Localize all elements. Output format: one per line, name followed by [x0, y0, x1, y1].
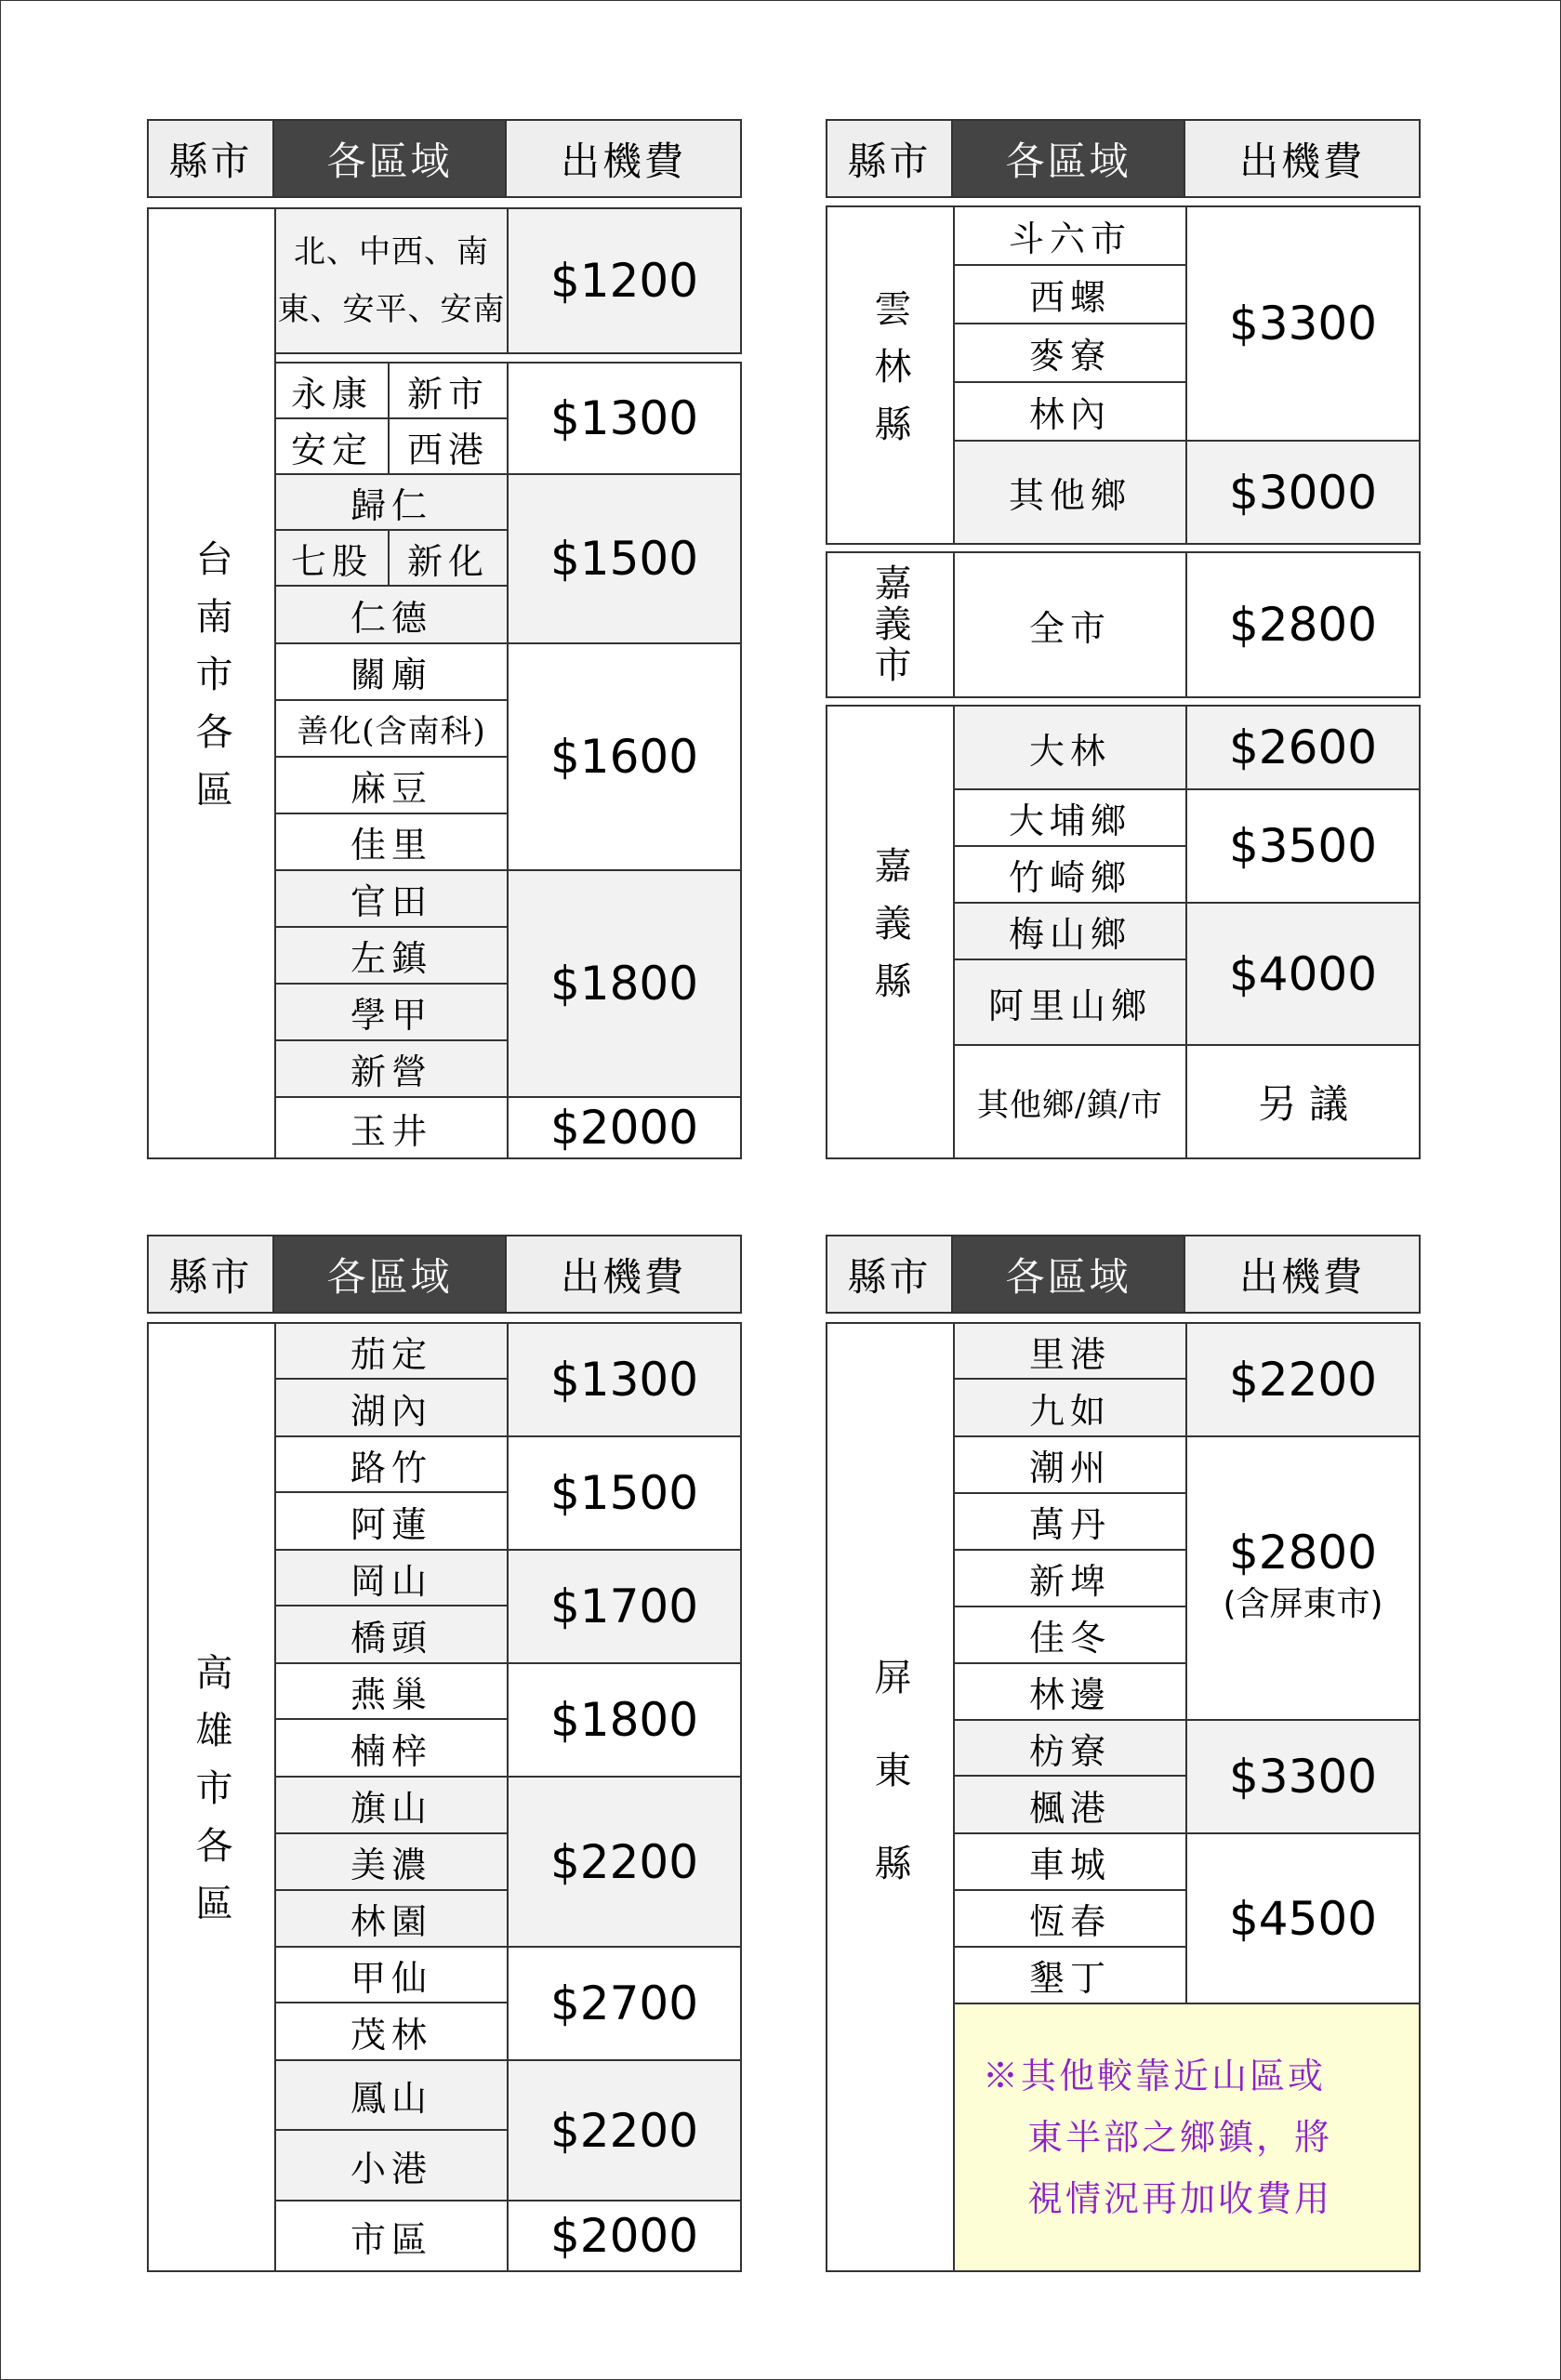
- region-cell: 美濃: [274, 1832, 509, 1891]
- header-yunlin-chiayi: [826, 119, 1421, 198]
- header-region: 各區域: [953, 1236, 1185, 1312]
- price-cell: $1800: [507, 869, 742, 1098]
- price-cell: $3300: [1185, 205, 1421, 442]
- county-cell: 屏東縣: [826, 1322, 955, 2272]
- region-cell: 佳里: [274, 813, 509, 871]
- region-cell: 新營: [274, 1039, 509, 1098]
- header-fee: 出機費: [1185, 1236, 1419, 1312]
- region-cell: 阿蓮: [274, 1491, 509, 1551]
- table-kaohsiung: [147, 1322, 742, 2272]
- table-tainan: [147, 207, 742, 1159]
- region-cell: 關廟: [274, 642, 509, 701]
- table-chiayi-county: [826, 705, 1421, 1159]
- price-cell: $3000: [1185, 440, 1421, 545]
- region-cell: 玉井: [274, 1096, 509, 1159]
- region-cell: 林內: [953, 381, 1187, 442]
- surcharge-note: [953, 2003, 1421, 2272]
- price-cell: $1300: [507, 362, 742, 475]
- price-cell: $2700: [507, 1946, 742, 2061]
- price-note: (含屏東市): [1223, 1584, 1383, 1623]
- region-cell: 林園: [274, 1889, 509, 1948]
- price-cell: $2200: [507, 1776, 742, 1948]
- price-cell: $2800: [1185, 551, 1421, 698]
- region-cell: 林邊: [953, 1662, 1187, 1721]
- price-cell: $2000: [507, 2200, 742, 2272]
- region-cell: 其他鄉/鎮/市: [953, 1044, 1187, 1159]
- region-cell: 新化: [388, 529, 509, 587]
- price-cell: $1700: [507, 1549, 742, 1664]
- note-line: 東半部之鄉鎮，將: [1027, 2117, 1333, 2158]
- region-cell: 阿里山鄉: [953, 959, 1187, 1046]
- price-cell: $1500: [507, 1435, 742, 1551]
- header-county: 縣市: [827, 121, 953, 196]
- header-fee: 出機費: [507, 1236, 740, 1312]
- region-cell: 萬丹: [953, 1492, 1187, 1551]
- region-cell: 旗山: [274, 1776, 509, 1834]
- region-cell: 橋頭: [274, 1605, 509, 1664]
- region-cell: 仁德: [274, 585, 509, 644]
- price-cell: 另 議: [1185, 1044, 1421, 1159]
- header-fee: 出機費: [507, 121, 740, 196]
- region-cell: 路竹: [274, 1435, 509, 1493]
- header-county: 縣市: [149, 121, 274, 196]
- price-text: $2800: [1228, 1525, 1378, 1580]
- region-cell: 新市: [388, 362, 509, 419]
- price-cell: $2200: [1185, 1322, 1421, 1437]
- region-cell: 小港: [274, 2129, 509, 2202]
- table-pingtung: [826, 1322, 1421, 2272]
- note-line: ※其他較靠近山區或: [983, 2056, 1327, 2096]
- price-cell: [1185, 1435, 1421, 1721]
- price-cell: $1500: [507, 473, 742, 644]
- region-cell: 九如: [953, 1378, 1187, 1437]
- table-yunlin: [826, 205, 1421, 545]
- price-cell: $2000: [507, 1096, 742, 1159]
- region-cell: 官田: [274, 869, 509, 928]
- table-chiayi-city: [826, 551, 1421, 698]
- region-cell: 茂林: [274, 2002, 509, 2061]
- region-cell: 枋寮: [953, 1719, 1187, 1777]
- region-cell: 茄定: [274, 1322, 509, 1380]
- region-cell: 全市: [953, 551, 1187, 698]
- region-cell: [274, 207, 509, 354]
- region-text: 東、安平、安南: [277, 291, 506, 328]
- region-cell: 麥寮: [953, 323, 1187, 383]
- region-cell: 歸仁: [274, 473, 509, 531]
- region-cell: 七股: [274, 529, 390, 587]
- price-cell: $4500: [1185, 1832, 1421, 2004]
- header-pingtung: [826, 1235, 1421, 1314]
- region-cell: 燕巢: [274, 1662, 509, 1720]
- price-cell: $1300: [507, 1322, 742, 1437]
- price-cell: $4000: [1185, 902, 1421, 1046]
- price-cell: $1800: [507, 1662, 742, 1778]
- header-county: 縣市: [149, 1236, 274, 1312]
- price-cell: $2600: [1185, 705, 1421, 790]
- region-cell: 善化(含南科): [274, 699, 509, 758]
- region-cell: 竹崎鄉: [953, 845, 1187, 904]
- region-cell: 鳳山: [274, 2059, 509, 2131]
- county-cell: 高雄市各區: [147, 1322, 276, 2272]
- note-line: 視情況再加收費用: [1027, 2178, 1333, 2219]
- county-cell: 嘉義市: [826, 551, 955, 698]
- region-cell: 市區: [274, 2200, 509, 2272]
- county-cell: 嘉義縣: [826, 705, 955, 1159]
- price-cell: $2200: [507, 2059, 742, 2202]
- header-tainan: [147, 119, 742, 198]
- region-cell: 其他鄉: [953, 440, 1187, 545]
- region-cell: 岡山: [274, 1549, 509, 1606]
- region-cell: 梅山鄉: [953, 902, 1187, 960]
- region-cell: 佳冬: [953, 1606, 1187, 1664]
- region-cell: 西螺: [953, 264, 1187, 324]
- region-cell: 墾丁: [953, 1946, 1187, 2004]
- region-cell: 斗六市: [953, 205, 1187, 266]
- price-cell: $1200: [507, 207, 742, 354]
- region-cell: 學甲: [274, 983, 509, 1041]
- header-county: 縣市: [827, 1236, 953, 1312]
- header-region: 各區域: [274, 1236, 507, 1312]
- region-cell: 安定: [274, 417, 390, 475]
- region-cell: 左鎮: [274, 926, 509, 985]
- region-cell: 麻豆: [274, 756, 509, 814]
- county-cell: 雲林縣: [826, 205, 955, 545]
- header-fee: 出機費: [1185, 121, 1419, 196]
- region-cell: 大林: [953, 705, 1187, 790]
- region-cell: 楓港: [953, 1775, 1187, 1834]
- county-cell: 台南市各區: [147, 207, 276, 1159]
- region-cell: 湖內: [274, 1378, 509, 1437]
- region-cell: 新埤: [953, 1549, 1187, 1607]
- region-cell: 楠梓: [274, 1718, 509, 1778]
- price-cell: $3500: [1185, 788, 1421, 904]
- header-region: 各區域: [274, 121, 507, 196]
- region-cell: 恆春: [953, 1889, 1187, 1948]
- region-cell: 西港: [388, 417, 509, 475]
- region-cell: 潮州: [953, 1435, 1187, 1494]
- price-cell: $1600: [507, 642, 742, 871]
- header-region: 各區域: [953, 121, 1185, 196]
- region-cell: 大埔鄉: [953, 788, 1187, 847]
- region-cell: 車城: [953, 1832, 1187, 1891]
- region-text: 北、中西、南: [294, 233, 489, 271]
- header-kaohsiung: [147, 1235, 742, 1314]
- price-cell: $3300: [1185, 1719, 1421, 1834]
- region-cell: 甲仙: [274, 1946, 509, 2003]
- region-cell: 里港: [953, 1322, 1187, 1380]
- region-cell: 永康: [274, 362, 390, 419]
